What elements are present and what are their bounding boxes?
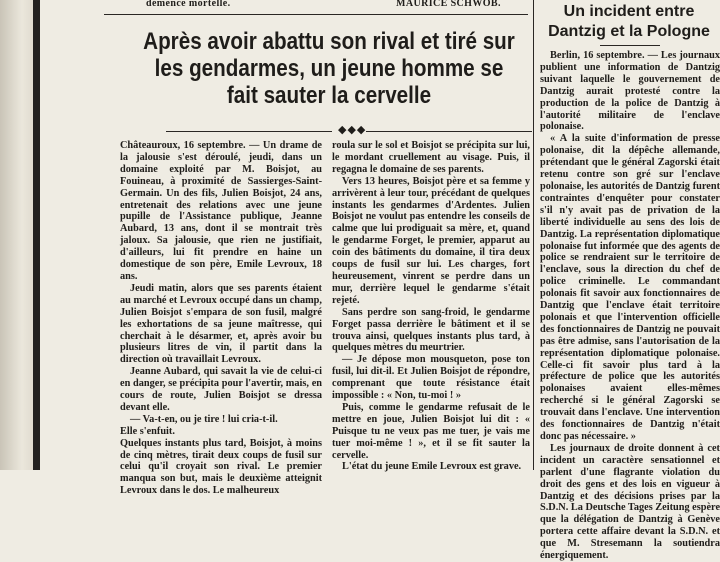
headline-ornament: ◆◆◆	[338, 124, 367, 136]
article-paragraph: L'état du jeune Emile Levroux est grave.	[342, 461, 522, 473]
right-article-paragraph: « A la suite d'information de presse polonaise, dit la dépêche allemande, prétendant que le général Zagorski était retenu contre son gré sur l'enclave polonaise, les autorités de Dantzig furent contraintes d'enquêter pour constater s'il n'y avait pas de privation de la liberté individuelle au sens des lois de Dantzig. La représentation diplomatique polonaise fut informée que des agents de police se rendraient sur le territoire de l'enclave, sous la direction du chef de police criminelle. Le commandant polonais fit savoir aux fonctionnaires de Dantzig que l'enclave était territoire polonais et que l'intervention officielle des fonctionnaires de Dantzig ne pouvait pas être admise, sans l'autorisation de la représentation diplomatique polonaise. Celle-ci fit savoir plus tard à la préfecture de police que les autorités polonaises avaient elles-mêmes recherché si le général Zagorski se trouvait dans l'enclave. Une intervention des fonctionnaires de Dantzig n'était donc pas nécessaire. »	[540, 133, 720, 442]
article-paragraph: — Va-t-en, ou je tire ! lui cria-t-il.	[130, 413, 278, 425]
right-article-paragraph: Les journaux de droite donnent à cet incident un caractère sensationnel et parlent d'une flagrante violation du droit des gens et des lois en vigueur à Dantzig et des décisions prises par la S.D.N. La Deutsche Tages Zeitung espère que la délégation de Dantzig à Genève portera cette affaire devant la S.D.N. et que M. Stresemann la soutiendra énergiquement.	[540, 442, 720, 562]
article-paragraph: Jeudi matin, alors que ses parents étaient au marché et Levroux occupé dans un champ, Julien Boisjot s'empara de son fusil, malgré les exhortations de sa jeune maîtresse, qui cherchait à le désarmer, et, après avoir bu plusieurs litres de vin, il partit dans la direction où travaillait Levroux.	[120, 282, 322, 366]
ornament-rule-left	[166, 131, 332, 132]
article-paragraph: Jeanne Aubard, qui savait la vie de celui-ci en danger, se précipita pour l'avertir, mais, en cours de route, Julien Boisjot se dressa devant elle.	[120, 366, 322, 413]
article-paragraph: Châteauroux, 16 septembre. — Un drame de la jalousie s'est déroulé, jeudi, dans un domaine exploité par M. Boisjot, au Fouineau, à proximité de Sassierges-Saint-Germain. Un des fils, Julien Boisjot, 24 ans, entretenait des relations avec une jeune pupille de l'Assistance publique, Jeanne Aubard, 13 ans, dont il se montrait très jaloux. Sa jalousie, que rien ne justifiait, d'ailleurs, lui fit prendre en haine un domestique de son père, Emile Levroux, 18 ans.	[120, 140, 322, 282]
right-headline-rule	[600, 45, 660, 46]
article-paragraph: — Je dépose mon mousqueton, pose ton fusil, lui dit-il. Et Julien Boisjot de répondre, comprenant que toute résistance était impossible : « Non, tu-moi ! »	[332, 354, 530, 402]
previous-article-ending: démence mortelle.	[146, 0, 231, 9]
right-article-headline: Un incident entre Dantzig et la Pologne	[548, 3, 710, 40]
article-paragraph: Puis, comme le gendarme refusait de le mettre en joue, Julien Boisjot lui dit : « Puisque tu ne veux pas me tuer, je vais me tuer moi-même ! », et il se fit sauter la cervelle.	[332, 401, 530, 461]
ornament-rule-right	[366, 131, 532, 132]
right-article-column	[540, 50, 720, 562]
page-gutter	[33, 0, 40, 470]
article-column-2	[332, 140, 530, 473]
article-paragraph: Sans perdre son sang-froid, le gendarme Forget passa derrière le bâtiment et il se trouva ainsi, quelques instants plus tard, à quelques mètres du meurtrier.	[332, 306, 530, 354]
article-paragraph: roula sur le sol et Boisjot se précipita sur lui, le mordant cruellement au visage. Puis, il regagna le domaine de ses parents.	[332, 140, 530, 175]
article-column-1	[120, 140, 322, 497]
article-paragraph: Vers 13 heures, Boisjot père et sa femme y arrivèrent à leur tour, précédant de quelques instants les gendarmes d'Ardentes. Julien Boisjot ne voulut pas entendre les conseils de calme que lui prodiguait sa mère, et, quand le gendarme Forget, le premier, apparut au coin des bâtiments du domaine, il tira deux coups de fusil sur lui. Les charges, fort heureusement, vinrent se perdre dans un mur, derrière lequel le gendarme s'était rejeté.	[332, 175, 530, 306]
article-paragraph: Quelques instants plus tard, Boisjot, à moins de cinq mètres, tirait deux coups de fusil sur celui qu'il croyait son rival. Le premier manqua son but, mais le deuxième atteignit Levroux dans le dos. Le malheureux	[120, 437, 322, 497]
top-rule	[104, 14, 528, 15]
article-headline: Après avoir abattu son rival et tiré sur les gendarmes, un jeune homme se fait sauter la cervelle	[143, 28, 515, 109]
previous-article-author: MAURICE SCHWOB.	[396, 0, 501, 9]
article-paragraph: Elle s'enfuit.	[120, 425, 175, 437]
column-rule	[533, 0, 534, 470]
right-article-paragraph: Berlin, 16 septembre. — Les journaux publient une information de Dantzig suivant laquelle le gouvernement de Dantzig aurait protesté contre la production de la police de Dantzig à l'autorité militaire de l'enclave polonaise.	[540, 50, 720, 133]
